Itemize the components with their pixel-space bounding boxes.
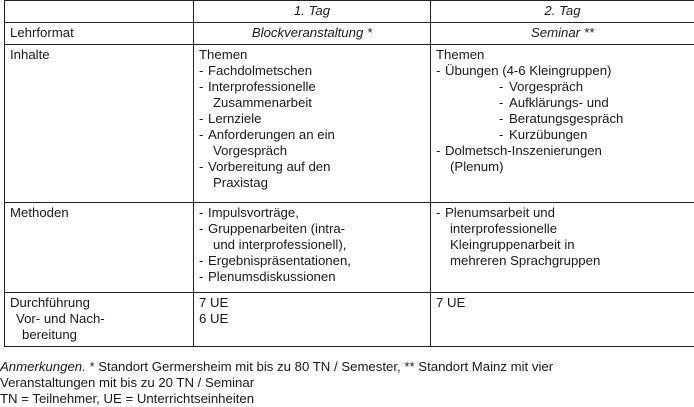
list-item: - Fachdolmetschen: [199, 63, 425, 79]
content-day1-list: [199, 63, 425, 191]
content-day2-sublist: [445, 79, 689, 143]
list-item: - Ergebnispräsentationen,: [199, 253, 425, 269]
content-row: [5, 45, 694, 203]
sublist-item: - Aufklärungs- und: [499, 95, 689, 111]
curriculum-table: [4, 0, 694, 347]
methods-day2-cell: [431, 203, 694, 293]
execution-row: [5, 293, 694, 347]
list-item: - Plenumsarbeit und interprofessionelle Kleingruppenarbeit in mehreren Sprachgruppen: [436, 205, 689, 269]
notes-line2: Veranstaltungen mit bis zu 20 TN / Seminar: [0, 375, 255, 390]
notes-label: Anmerkungen.: [0, 359, 86, 374]
execution-label-line1: Durchführung: [10, 295, 90, 310]
content-day1-heading: Themen: [199, 47, 248, 62]
sublist-item: - Vorgespräch: [499, 79, 689, 95]
execution-label-line3: bereitung: [22, 327, 77, 342]
list-item: - Übungen (4-6 Kleingruppen) - Vorgespräch - Aufklärungs- und - Beratungsgespräch - Kurzübungen: [436, 63, 689, 143]
execution-day1-line2: 6 UE: [199, 311, 229, 326]
header-row: [5, 1, 694, 23]
format-row: [5, 23, 694, 45]
execution-day2-cell: [431, 293, 694, 347]
list-item: - Impulsvorträge,: [199, 205, 425, 221]
content-day2-cell: [431, 45, 694, 203]
list-item: - Vorbereitung auf den Praxistag: [199, 159, 425, 191]
list-item: - Plenumsdiskussionen: [199, 269, 425, 285]
execution-day2-line1: 7 UE: [436, 295, 466, 310]
methods-day1-cell: [194, 203, 431, 293]
header-day2: 2. Tag: [431, 1, 694, 23]
notes-text1: * Standort Germersheim mit bis zu 80 TN / Semester, ** Standort Mainz mit vier: [85, 359, 554, 374]
content-day1-cell: [194, 45, 431, 203]
methods-day1-list: [199, 205, 425, 285]
format-day1: Blockveranstaltung *: [194, 23, 431, 45]
execution-label-cell: [5, 293, 194, 347]
list-item: - Gruppenarbeiten (intra- und interprofessionell),: [199, 221, 425, 253]
list-item: - Anforderungen an ein Vorgespräch: [199, 127, 425, 159]
format-label: Lehrformat: [5, 23, 194, 45]
sublist-item: - Kurzübungen: [499, 127, 689, 143]
list-item: - Lernziele: [199, 111, 425, 127]
execution-day1-line1: 7 UE: [199, 295, 229, 310]
list-item: - Interprofessionelle Zusammenarbeit: [199, 79, 425, 111]
notes-line1: [0, 359, 694, 375]
methods-label: Methoden: [5, 203, 194, 293]
content-label: Inhalte: [5, 45, 194, 203]
methods-row: [5, 203, 694, 293]
methods-day2-list: [436, 205, 689, 269]
execution-day1-cell: [194, 293, 431, 347]
list-item: - Dolmetsch-Inszenierungen (Plenum): [436, 143, 689, 175]
execution-label-line2: Vor- und Nach-: [16, 311, 105, 326]
sublist-item: - Beratungsgespräch: [499, 111, 689, 127]
content-day2-heading: Themen: [436, 47, 485, 62]
format-day2: Seminar **: [431, 23, 694, 45]
content-day2-list: [436, 63, 689, 175]
notes-line3: TN = Teilnehmer, UE = Unterrichtseinheiten: [0, 391, 255, 406]
header-blank-cell: [5, 1, 194, 23]
header-day1: 1. Tag: [194, 1, 431, 23]
table-notes: [0, 359, 694, 407]
